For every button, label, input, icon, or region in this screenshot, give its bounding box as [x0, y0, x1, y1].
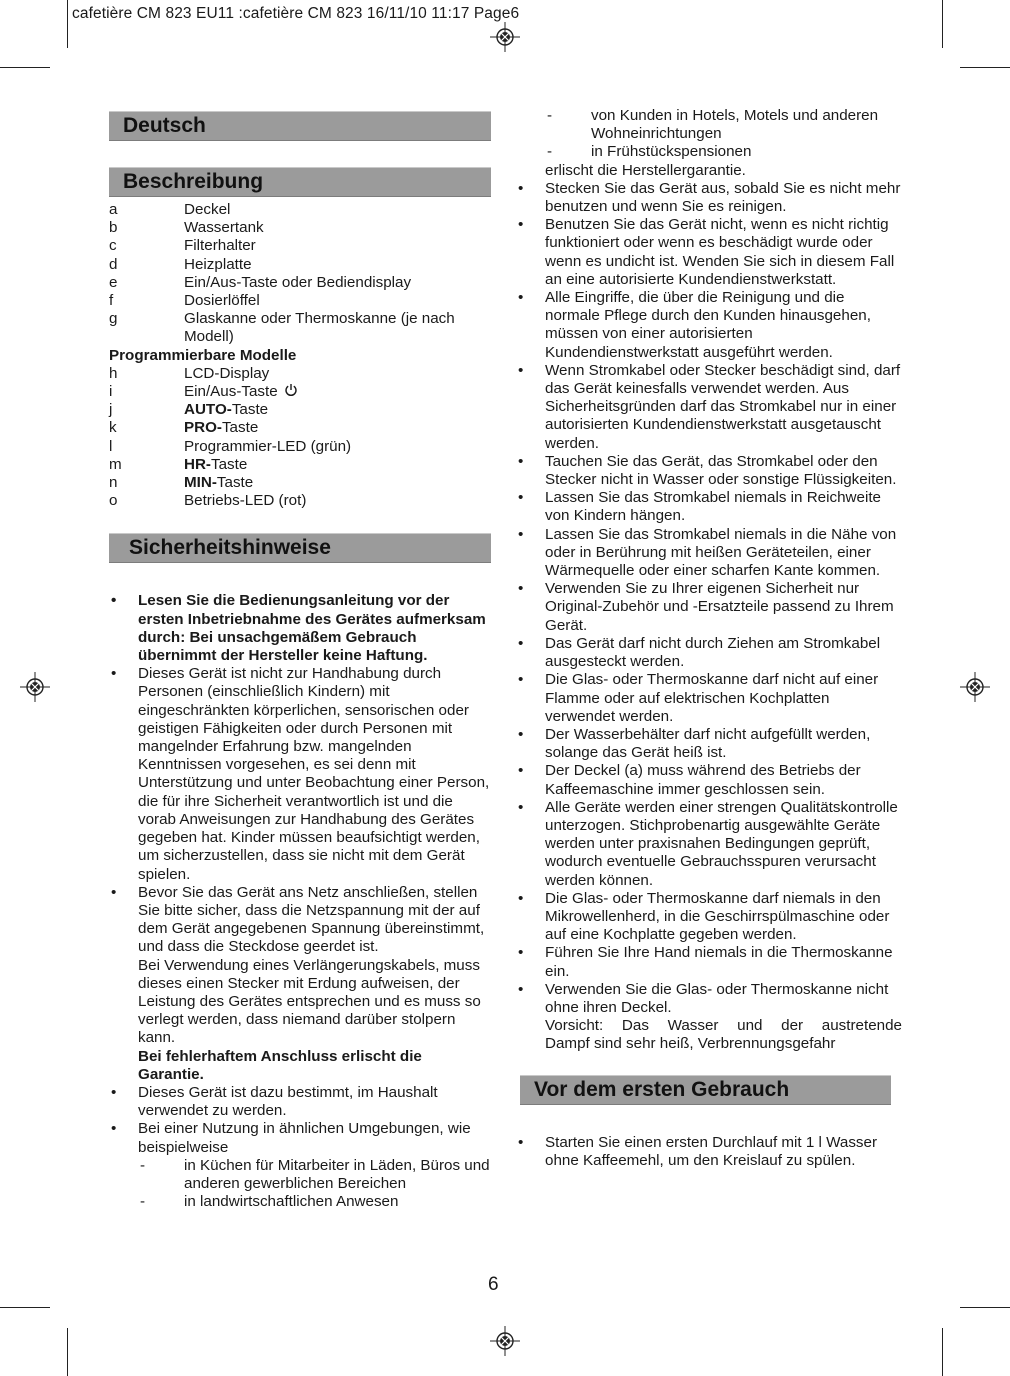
section-heading-deutsch: Deutsch: [109, 111, 491, 141]
list-item: • Verwenden Sie zu Ihrer eigenen Sicherheit nur Original-Zubehör und -Ersatzteile passend zu Ihrem Gerät.: [516, 580, 902, 635]
page-number: 6: [488, 1274, 499, 1295]
dash-item: - in landwirtschaftlichen Anwesen: [138, 1193, 491, 1211]
registration-mark-bottom-icon: [490, 1326, 520, 1356]
parts-key: i: [109, 383, 113, 401]
parts-value: Ein/Aus-Taste oder Bediendisplay: [184, 273, 412, 291]
dash-list: [516, 107, 902, 162]
parts-value: Taste: [216, 474, 254, 492]
section-heading-vor-dem-ersten-gebrauch: Vor dem ersten Gebrauch: [520, 1075, 891, 1105]
section-heading-sicherheitshinweise: Sicherheitshinweise: [109, 533, 491, 563]
parts-value-bold: AUTO-: [184, 401, 232, 419]
parts-row: [109, 383, 491, 401]
parts-row: [109, 219, 491, 237]
first-use-list: [516, 1134, 902, 1170]
list-item: • Lesen Sie die Bedienungsanleitung vor der ersten Inbetriebnahme des Gerätes aufmerksam durch: Bei unsachgemäßem Gebrauch übernimmt der Hersteller keine Haftung.: [109, 592, 491, 665]
parts-value: Programmier-LED (grün): [184, 437, 352, 455]
parts-row: [109, 310, 491, 346]
list-item: • Der Wasserbehälter darf nicht aufgefüllt werden, solange das Gerät heiß ist.: [516, 726, 902, 762]
list-item: • Der Deckel (a) muss während des Betriebs der Kaffeemaschine immer geschlossen sein.: [516, 762, 902, 798]
parts-key: l: [109, 437, 113, 455]
list-item: • Lassen Sie das Stromkabel niemals in die Nähe von oder in Berührung mit heißen Geräteteilen, einer Wärmequelle oder einer scharfen Kante kommen.: [516, 526, 902, 581]
left-column: [109, 107, 491, 1211]
list-item: • Alle Eingriffe, die über die Reinigung und die normale Pflege durch den Kunden hinausgehen, müssen von einer autorisierten Kundendienstwerkstatt ausgeführt werden.: [516, 289, 902, 362]
list-item: • Benutzen Sie das Gerät nicht, wenn es nicht richtig funktioniert oder wenn es beschädigt wurde oder wenn es undicht ist. Wenden Sie sich in diesem Fall an eine autorisierte Kundendienstwerkstatt.: [516, 216, 902, 289]
list-item-text: • Bei einer Nutzung in ähnlichen Umgebungen, wie beispielweise: [138, 1120, 471, 1156]
print-slug: cafetière CM 823 EU11 :cafetière CM 823 16/11/10 11:17 Page6: [72, 5, 520, 22]
list-item: • Starten Sie einen ersten Durchlauf mit 1 l Wasser ohne Kaffeemehl, um den Kreislauf zu spülen.: [516, 1134, 902, 1170]
list-item: • Das Gerät darf nicht durch Ziehen am Stromkabel ausgesteckt werden.: [516, 635, 902, 671]
list-item-text: Bei fehlerhaftem Anschluss erlischt die Garantie.: [138, 1047, 422, 1083]
parts-key: d: [109, 255, 118, 273]
dash-item: - von Kunden in Hotels, Motels und anderen Wohneinrichtungen: [545, 107, 902, 143]
dash-item: - in Frühstückspensionen: [545, 143, 902, 161]
parts-value: Betriebs-LED (rot): [184, 492, 307, 510]
parts-value: Heizplatte: [184, 255, 252, 273]
parts-row: [109, 419, 491, 437]
registration-mark-left-icon: [20, 672, 50, 702]
list-item: [109, 884, 491, 1084]
parts-key: a: [109, 201, 118, 218]
programmable-parts-list: [109, 365, 491, 511]
continuation-text: erlischt die Herstellergarantie.: [545, 161, 746, 179]
parts-row: [109, 438, 491, 456]
dash-list: [138, 1157, 491, 1212]
list-item: • Die Glas- oder Thermoskanne darf niemals in den Mikrowellenherd, in die Geschirrspülmaschine oder auf eine Kochplatte gegeben werden.: [516, 890, 902, 945]
registration-mark-top-icon: [490, 22, 520, 52]
parts-row: [109, 256, 491, 274]
parts-row: [109, 274, 491, 292]
parts-value-bold: HR-: [184, 455, 211, 473]
dash-item: - in Küchen für Mitarbeiter in Läden, Büros und anderen gewerblichen Bereichen: [138, 1157, 491, 1193]
list-item: [109, 1120, 491, 1211]
list-item-text: • Bevor Sie das Gerät ans Netz anschließen, stellen Sie bitte sicher, dass die Netzspannung mit der auf dem Gerät angegebenen Spannung übereinstimmt, und dass die Steckdose geerdet ist.: [138, 883, 485, 956]
power-icon: [284, 383, 298, 397]
parts-value: Glaskanne oder Thermoskanne (je nach Modell): [184, 310, 455, 346]
warning-text: Dampf sind sehr heiß, Verbrennungsgefahr: [545, 1035, 836, 1053]
parts-value: Filterhalter: [184, 237, 256, 255]
section-heading-beschreibung: Beschreibung: [109, 167, 491, 197]
parts-key: c: [109, 237, 117, 255]
list-item: • Dieses Gerät ist dazu bestimmt, im Haushalt verwendet zu werden.: [109, 1084, 491, 1120]
safety-list-right: [516, 180, 902, 1054]
parts-row: [109, 401, 491, 419]
safety-list-left: [109, 592, 491, 1211]
parts-value: Taste: [231, 401, 269, 419]
list-item-text: • Verwenden Sie die Glas- oder Thermoskanne nicht ohne ihren Deckel.: [545, 980, 889, 1016]
list-item: • Führen Sie Ihre Hand niemals in die Thermoskanne ein.: [516, 944, 902, 980]
list-item-text: Bei Verwendung eines Verlängerungskabels, muss dieses einen Stecker mit Erdung aufweisen, der Leistung des Gerätes entsprechen und es muss so verlegt werden, dass niemand darüber stolpern kann.: [138, 956, 481, 1047]
parts-value: Wassertank: [184, 219, 264, 237]
list-item: • Die Glas- oder Thermoskanne darf nicht auf einer Flamme oder auf elektrischen Kochplatten verwendet werden.: [516, 671, 902, 726]
parts-key: n: [109, 474, 118, 492]
list-item: • Lassen Sie das Stromkabel niemals in Reichweite von Kindern hängen.: [516, 489, 902, 525]
list-item: • Stecken Sie das Gerät aus, sobald Sie es nicht mehr benutzen und wenn Sie es reinigen.: [516, 180, 902, 216]
parts-row: [109, 292, 491, 310]
parts-key: e: [109, 273, 118, 291]
parts-value: LCD-Display: [184, 364, 270, 382]
programmable-models-heading: Programmierbare Modelle: [109, 346, 297, 364]
parts-row: [109, 237, 491, 255]
parts-key: g: [109, 310, 118, 328]
list-item: [516, 981, 902, 1054]
list-item: • Tauchen Sie das Gerät, das Stromkabel oder den Stecker nicht in Wasser oder sonstige Flüssigkeiten.: [516, 453, 902, 489]
list-item: • Alle Geräte werden einer strengen Qualitätskontrolle unterzogen. Stichprobenartig ausgewählte Geräte werden unter praxisnahen Bedingungen geprüft, wodurch eventuelle Gebrauchsspuren verursacht werden können.: [516, 799, 902, 890]
parts-key: j: [109, 401, 113, 419]
parts-key: m: [109, 455, 122, 473]
right-column: [516, 107, 902, 1170]
registration-mark-right-icon: [960, 672, 990, 702]
parts-row: [109, 365, 491, 383]
parts-row: [109, 201, 491, 219]
parts-list: [109, 201, 491, 347]
parts-value: Taste: [221, 419, 259, 437]
parts-key: b: [109, 219, 118, 237]
list-item: • Dieses Gerät ist nicht zur Handhabung durch Personen (einschließlich Kindern) mit eingeschränkten körperlichen, sensorischen oder geistigen Fähigkeiten oder durch Personen mit mangelnder Erfahrung bzw. mangelnden Kenntnissen vorgesehen, es sei denn mit Unterstützung und unter Beobachtung einer Person, die für ihre Sicherheit verantwortlich ist und die vorab Anweisungen zur Handhabung des Gerätes gegeben hat. Kinder müssen beaufsichtigt werden, um sicherzustellen, dass sie nicht mit dem Gerät spielen.: [109, 665, 491, 883]
parts-value: Taste: [211, 455, 248, 473]
parts-value: Dosierlöffel: [184, 292, 260, 310]
parts-value: Ein/Aus-Taste: [184, 383, 278, 401]
parts-row: [109, 474, 491, 492]
parts-key: f: [109, 292, 114, 310]
parts-key: o: [109, 492, 118, 510]
parts-row: [109, 492, 491, 510]
parts-value-bold: MIN-: [184, 474, 217, 492]
parts-key: k: [109, 419, 117, 437]
list-item: • Wenn Stromkabel oder Stecker beschädigt sind, darf das Gerät keinesfalls verwendet werden. Aus Sicherheitsgründen darf das Stromkabel nur in einer autorisierten Kundendienstwerkstatt ausgetauscht werden.: [516, 362, 902, 453]
parts-row: [109, 456, 491, 474]
parts-value-bold: PRO-: [184, 419, 222, 437]
warning-text: Vorsicht: Das Wasser und der austretende: [545, 1017, 902, 1035]
parts-key: h: [109, 364, 118, 382]
parts-value: Deckel: [184, 201, 231, 218]
